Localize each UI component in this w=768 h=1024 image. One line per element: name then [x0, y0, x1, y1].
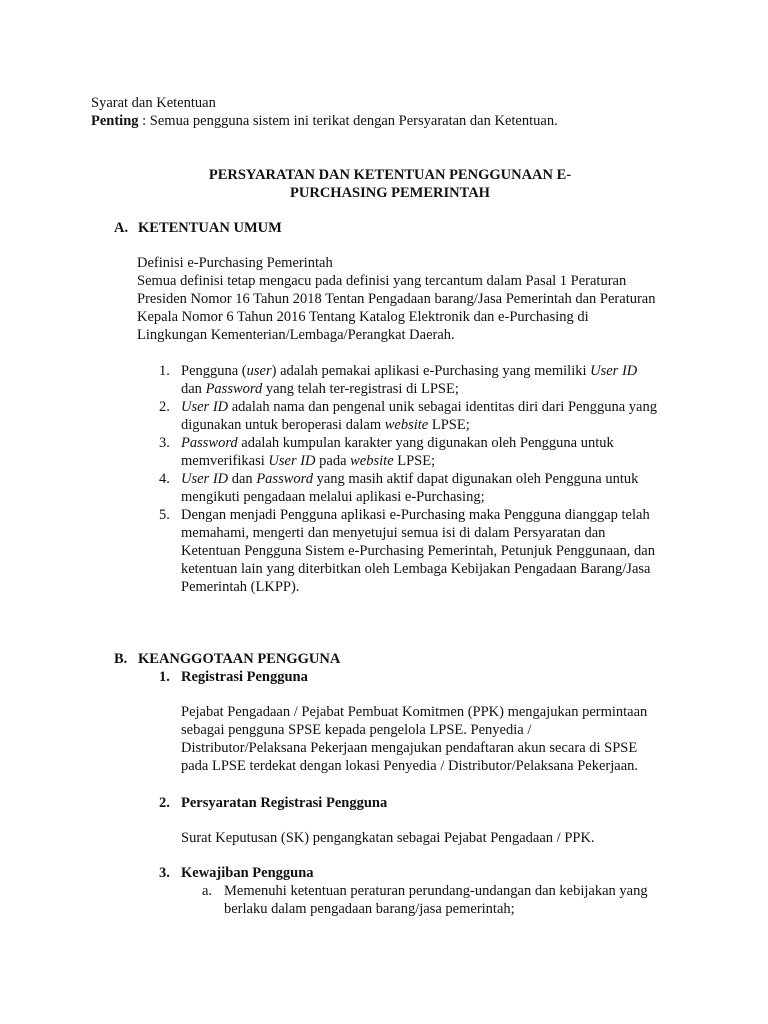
subsection-requirements	[159, 794, 701, 812]
section-b-letter: B.	[114, 651, 128, 667]
subsection-heading	[159, 794, 701, 812]
subsection-title: Kewajiban Pengguna	[181, 865, 314, 881]
important-notice	[91, 112, 558, 130]
section-a-letter: A.	[114, 220, 129, 236]
list-item-italic: User ID	[268, 453, 316, 469]
definition-line: Semua definisi tetap mengacu pada definisi yang tercantum dalam Pasal 1 Peraturan	[137, 273, 627, 289]
list-item-italic: website	[384, 417, 429, 433]
list-item	[159, 506, 681, 596]
list-item-text: ketentuan lain yang diterbitkan oleh Lembaga Kebijakan Pengadaan Barang/Jasa	[181, 561, 651, 577]
document-label	[91, 94, 216, 112]
subsection-title: Persyaratan Registrasi Pengguna	[181, 795, 388, 811]
list-item	[159, 434, 681, 470]
document-title	[150, 166, 630, 202]
list-item-number: 4.	[159, 471, 170, 487]
list-item-text: Ketentuan Pengguna Sistem e-Purchasing Pemerintah, Petunjuk Penggunaan, dan	[181, 543, 655, 559]
list-item-text: Pemerintah (LKPP).	[181, 579, 300, 595]
list-item-letter: a.	[202, 883, 213, 899]
requirements-paragraph	[181, 829, 701, 847]
subsection-heading	[159, 668, 701, 686]
section-b-heading	[114, 650, 340, 668]
subsection-number: 3.	[159, 865, 170, 881]
definition-line: Lingkungan Kementerian/Lembaga/Perangkat Daerah.	[137, 327, 455, 343]
document-label-text: Syarat dan Ketentuan	[91, 95, 216, 111]
list-item-text: adalah nama dan pengenal unik sebagai identitas diri dari Pengguna yang	[228, 399, 657, 415]
list-item-italic: user	[246, 363, 272, 379]
document-title-line-2: PURCHASING PEMERINTAH	[290, 185, 490, 201]
list-item-text: adalah kumpulan karakter yang digunakan oleh Pengguna untuk	[237, 435, 614, 451]
subsection-number: 2.	[159, 795, 170, 811]
list-item-italic: User ID	[181, 471, 229, 487]
list-item-text: Memenuhi ketentuan peraturan perundang-undangan dan kebijakan yang	[224, 883, 648, 899]
paragraph-line: sebagai pengguna SPSE kepada pengelola LPSE. Penyedia /	[181, 722, 532, 738]
paragraph-line: pada LPSE terdekat dengan lokasi Penyedia / Distributor/Pelaksana Pekerjaan.	[181, 758, 639, 774]
list-item-text: yang telah ter-registrasi di LPSE;	[262, 381, 459, 397]
list-item-number: 3.	[159, 435, 170, 451]
list-item-text: pada	[315, 453, 351, 469]
section-a-heading	[114, 219, 282, 237]
list-item-text: dan	[228, 471, 257, 487]
list-item-text: memahami, mengerti dan menyetujui semua isi di dalam Persyaratan dan	[181, 525, 606, 541]
list-item	[159, 362, 681, 398]
document-title-line-1: PERSYARATAN DAN KETENTUAN PENGGUNAAN E-	[208, 167, 572, 183]
list-item-text: dan	[181, 381, 206, 397]
list-item-text: digunakan untuk beroperasi dalam	[181, 417, 385, 433]
paragraph-line: Surat Keputusan (SK) pengangkatan sebagai Pejabat Pengadaan / PPK.	[181, 830, 595, 846]
list-item-number: 5.	[159, 507, 170, 523]
subsection-title: Registrasi Pengguna	[181, 669, 308, 685]
section-a-title: KETENTUAN UMUM	[138, 220, 282, 236]
list-item-text: Pengguna (	[181, 363, 247, 379]
definition-block	[137, 254, 697, 344]
subsection-heading	[159, 864, 701, 882]
definition-line: Kepala Nomor 6 Tahun 2016 Tentang Katalog Elektronik dan e-Purchasing di	[137, 309, 589, 325]
list-item-italic: User ID	[181, 399, 229, 415]
paragraph-line: Pejabat Pengadaan / Pejabat Pembuat Komitmen (PPK) mengajukan permintaan	[181, 704, 648, 720]
list-item-text: memverifikasi	[181, 453, 269, 469]
subsection-registration	[159, 668, 701, 686]
list-item-italic: User ID	[590, 363, 638, 379]
list-item-italic: Password	[205, 381, 263, 397]
subsection-number: 1.	[159, 669, 170, 685]
list-item-italic: website	[350, 453, 394, 469]
important-text: : Semua pengguna sistem ini terikat dengan Persyaratan dan Ketentuan.	[138, 113, 558, 129]
list-item-number: 1.	[159, 363, 170, 379]
list-item	[159, 470, 681, 506]
section-b-title: KEANGGOTAAN PENGGUNA	[138, 651, 341, 667]
important-label: Penting	[91, 113, 139, 129]
registration-paragraph	[181, 703, 701, 775]
subsection-obligations	[159, 864, 701, 882]
list-item	[202, 882, 674, 918]
obligations-list	[202, 882, 674, 918]
definition-title: Definisi e-Purchasing Pemerintah	[137, 255, 333, 271]
list-item-italic: Password	[181, 435, 238, 451]
list-item-number: 2.	[159, 399, 170, 415]
list-item-text: yang masih aktif dapat digunakan oleh Pengguna untuk	[312, 471, 639, 487]
list-item-text: berlaku dalam pengadaan barang/jasa pemerintah;	[224, 901, 515, 917]
definitions-list	[159, 362, 681, 596]
list-item-text: Dengan menjadi Pengguna aplikasi e-Purchasing maka Pengguna dianggap telah	[181, 507, 650, 523]
list-item-italic: Password	[256, 471, 313, 487]
paragraph-line: Distributor/Pelaksana Pekerjaan mengajukan pendaftaran akun secara di SPSE	[181, 740, 638, 756]
list-item-text: mengikuti pengadaan melalui aplikasi e-Purchasing;	[181, 489, 485, 505]
definition-line: Presiden Nomor 16 Tahun 2018 Tentan Pengadaan barang/Jasa Pemerintah dan Peraturan	[137, 291, 656, 307]
list-item-text: LPSE;	[393, 453, 436, 469]
list-item-text: ) adalah pemakai aplikasi e-Purchasing yang memiliki	[271, 363, 591, 379]
list-item	[159, 398, 681, 434]
list-item-text: LPSE;	[428, 417, 470, 433]
